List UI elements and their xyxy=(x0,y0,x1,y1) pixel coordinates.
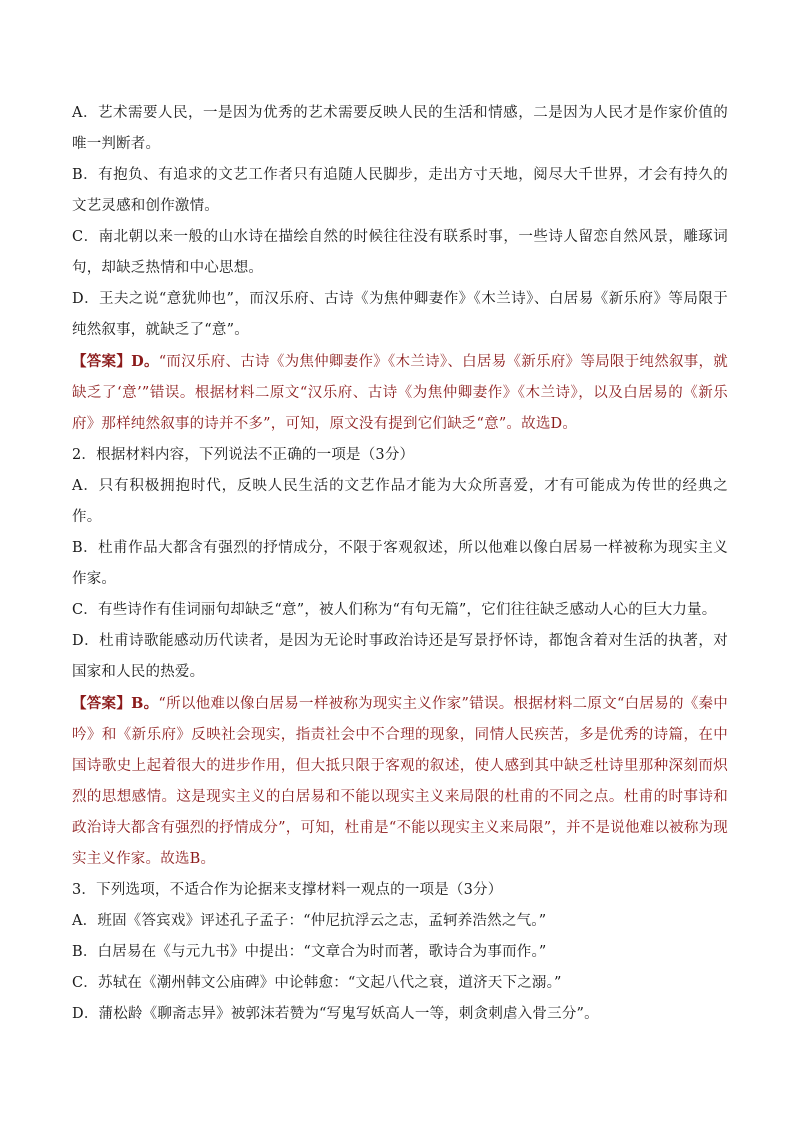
answer-q1 xyxy=(72,346,728,440)
option-b-q2: B．杜甫作品大都含有强烈的抒情成分，不限于客观叙述，所以他难以像白居易一样被称为现实主义作家。 xyxy=(72,540,728,587)
option-d-q3: D．蒲松龄《聊斋志异》被郭沫若赞为“写鬼写妖高人一等，刺贪刺虐入骨三分”。 xyxy=(72,1006,599,1022)
option-b-q1: B．有抱负、有追求的文艺工作者只有追随人民脚步，走出方寸天地，阅尽大千世界，才会有持久的文艺灵感和创作激情。 xyxy=(72,167,728,214)
answer-tag: 【答案】B。 xyxy=(72,695,159,712)
answer-explanation: “而汉乐府、古诗《为焦仲卿妻作》《木兰诗》、白居易《新乐府》等局限于纯然叙事，就缺乏了‘意’”错误。根据材料二原文“汉乐府、古诗《为焦仲卿妻作》《木兰诗》，以及白居易的《新乐府》那样纯然叙事的诗并不多”，可知，原文没有提到它们缺乏“意”。故选D。 xyxy=(72,354,728,432)
question-3: 3．下列选项，不适合作为论据来支撑材料一观点的一项是（3分） xyxy=(72,882,503,898)
option-c-q1: C．南北朝以来一般的山水诗在描绘自然的时候往往没有联系时事，一些诗人留恋自然风景，雕琢词句，却缺乏热情和中心思想。 xyxy=(72,229,728,276)
answer-tag: 【答案】D。 xyxy=(72,353,159,370)
option-c-q2: C．有些诗作有佳词丽句却缺乏“意”，被人们称为“有句无篇”，它们往往缺乏感动人心的巨大力量。 xyxy=(72,602,717,618)
option-a-q1: A．艺术需要人民，一是因为优秀的艺术需要反映人民的生活和情感，二是因为人民才是作家价值的唯一判断者。 xyxy=(72,105,728,152)
option-d-q2: D．杜甫诗歌能感动历代读者，是因为无论时事政治诗还是写景抒怀诗，都饱含着对生活的执著，对国家和人民的热爱。 xyxy=(72,633,728,680)
option-a-q2: A．只有积极拥抱时代，反映人民生活的文艺作品才能为大众所喜爱，才有可能成为传世的经典之作。 xyxy=(72,478,728,525)
question-2: 2．根据材料内容，下列说法不正确的一项是（3分） xyxy=(72,447,415,463)
option-b-q3: B．白居易在《与元九书》中提出：“文章合为时而著，歌诗合为事而作。” xyxy=(72,944,547,960)
option-c-q3: C．苏轼在《潮州韩文公庙碑》中论韩愈：“文起八代之衰，道济天下之溺。” xyxy=(72,975,562,991)
answer-q2 xyxy=(72,688,728,875)
option-a-q3: A．班固《答宾戏》评述孔子孟子：“仲尼抗浮云之志，孟轲养浩然之气。” xyxy=(72,913,547,929)
option-d-q1: D．王夫之说“意犹帅也”，而汉乐府、古诗《为焦仲卿妻作》《木兰诗》、白居易《新乐府》等局限于纯然叙事，就缺乏了“意”。 xyxy=(72,291,728,338)
document-body xyxy=(72,98,728,1030)
answer-explanation: “所以他难以像白居易一样被称为现实主义作家”错误。根据材料二原文“白居易的《秦中吟》和《新乐府》反映社会现实，指责社会中不合理的现象，同情人民疾苦，多是优秀的诗篇，在中国诗歌史上起着很大的进步作用，但大抵只限于客观的叙述，使人感到其中缺乏杜诗里那种深刻而炽烈的思想感情。这是现实主义的白居易和不能以现实主义来局限的杜甫的不同之点。杜甫的时事诗和政治诗大都含有强烈的抒情成分”，可知，杜甫是“不能以现实主义来局限”，并不是说他难以被称为现实主义作家。故选B。 xyxy=(72,696,728,867)
